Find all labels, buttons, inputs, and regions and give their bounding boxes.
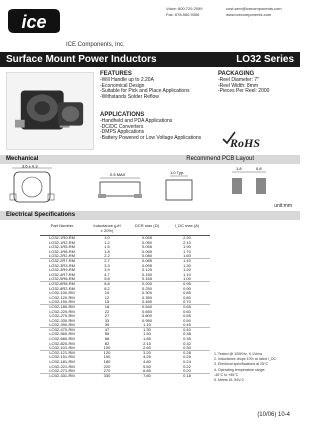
current-cell: 0.55 [183,313,191,319]
dcr-cell: 0.065 [141,248,152,254]
inductance-cell: 1.0 [104,235,110,240]
svg-text:ice: ice [21,12,47,32]
part-number-cell: LO32-1R2-RM [48,239,75,245]
dcr-cell: 1.50 [143,331,151,337]
notes-list [214,352,276,383]
dcr-cell: 2.60 [143,345,151,351]
front-view-drawing [166,176,192,200]
dcr-cell: 1.10 [143,322,151,328]
table-header [40,222,210,236]
inductance-cell: 100 [103,345,111,351]
part-number-cell: LO32-1R5-RM [48,244,75,250]
current-cell: 0.80 [183,294,191,300]
inductance-cell: 39 [104,322,110,328]
current-cell: 0.70 [183,299,191,305]
part-number-cell: LO32-271-RM [49,368,75,374]
dcr-cell: 0.800 [141,313,152,319]
inductance-cell: 1.2 [104,239,110,245]
inductance-cell: 4.7 [104,271,110,277]
side-view-drawing [98,178,142,198]
contact-info [166,6,282,18]
part-number-cell: LO32-150-RM [49,299,75,305]
part-number-cell: LO32-2R2-RM [48,253,75,259]
current-cell: 0.38 [183,331,191,337]
part-number-cell: LO32-330-RM [49,317,75,323]
note-item: -40°C to +85°C [214,372,239,377]
packaging-item: -Reel Width: 8mm [218,82,259,89]
application-item: -Handheld and PDA Applications [100,118,173,125]
current-cell: 0.65 [183,303,191,309]
dcr-cell: 4.25 [143,354,151,360]
dcr-cell: 6.85 [143,368,151,374]
current-cell: 0.45 [183,322,191,328]
dcr-cell: 2.15 [143,340,151,346]
feature-item: -Withstands Solder Reflow [100,93,159,100]
application-item: -Battery Powered or Low Voltage Applications [100,134,202,141]
part-number-cell: LO32-560-RM [49,331,75,337]
note-item: 5. Meets UL 94V-0 [214,378,244,383]
dcr-cell: 7.80 [143,372,151,378]
current-cell: 0.40 [183,326,191,332]
applications-section [100,113,201,141]
current-cell: 0.28 [183,349,191,355]
dcr-cell: 0.150 [141,271,152,277]
dcr-cell: 1.85 [143,336,151,342]
dcr-cell: 0.200 [141,280,152,286]
dim-d: 1.8 [236,166,242,171]
dcr-cell: 0.300 [141,290,152,296]
current-cell: 0.22 [183,363,191,369]
inductance-cell: 150 [103,354,111,360]
product-title: Surface Mount Power Inductors [6,54,157,65]
dcr-cell: 0.250 [141,285,152,291]
inductor-photo [6,72,94,150]
current-cell: 1.20 [183,267,191,273]
part-number-cell: LO32-680-RM [49,336,75,342]
electrical-bar [0,211,300,220]
part-number-cell: LO32-6R8-RM [48,280,75,286]
part-number-cell: LO32-390-RM [49,322,75,328]
inductance-cell: 22 [104,308,110,314]
part-number-cell: LO32-151-RM [49,354,75,360]
part-number-cell: LO32-100-RM [49,290,75,296]
mechanical-label: Mechanical [6,156,39,162]
part-number-cell: LO32-180-RM [49,303,75,309]
series-title: LO32 Series [236,54,294,65]
dcr-cell: 5.50 [143,363,151,369]
inductance-cell: 2.7 [104,257,110,263]
part-number-cell: LO32-470-RM [49,326,75,332]
current-cell: 1.30 [183,262,191,268]
website-link[interactable]: www.icecomponents.com [226,12,272,17]
inductance-cell: 3.3 [104,262,110,268]
current-cell: 1.70 [183,248,191,254]
current-cell: 0.35 [183,336,191,342]
electrical-label: Electrical Specifications [6,212,76,218]
current-cell: 2.10 [183,239,191,245]
inductance-cell: 15 [104,299,110,305]
mechanical-bar [0,155,300,164]
note-item: 3. Electrical specifications at 25°C [214,362,269,367]
voice-number: Voice: 800.729.2099 [166,6,203,11]
part-number-cell: LO32-120-RM [49,294,75,300]
inductance-cell: 10 [104,290,110,296]
dcr-cell: 0.055 [141,244,152,250]
packaging-item: -Pieces Per Reel: 2000 [218,88,270,95]
header-dcr: DCR max (Ω) [134,223,160,228]
part-number-cell: LO32-3R9-RM [48,267,75,273]
application-item: -DMPS Applications [100,129,145,136]
current-cell: 0.50 [183,317,191,323]
pcb-layout-label: Recommend PCB Layout [186,156,254,162]
features-section [100,72,190,100]
part-number-cell: LO32-121-RM [49,349,75,355]
inductance-cell: 33 [104,317,110,323]
feature-item: -Economical Design [100,82,145,89]
current-cell: 1.10 [183,271,191,277]
part-number-cell: LO32-270-RM [49,313,75,319]
applications-heading: APPLICATIONS [100,112,145,118]
header-inductance: Inductance (µH ± 20%) [93,223,121,233]
packaging-item: -Reel Diameter: 7" [218,77,259,84]
current-cell: 0.18 [183,372,191,378]
inductance-cell: 1.5 [104,244,110,250]
part-number-cell: LO32-1R8-RM [48,248,75,254]
part-number-cell: LO32-220-RM [49,308,75,314]
feature-item: -Will Handle up to 2.20A [100,77,154,84]
inductance-cell: 180 [103,359,111,365]
current-cell: 0.85 [183,290,191,296]
header-current: I_DC max (A) [174,223,200,228]
part-number-cell: LO32-331-RM [49,372,75,378]
dcr-cell: 0.085 [141,257,152,263]
inductance-cell: 82 [104,340,110,346]
dcr-cell: 0.125 [141,267,152,273]
current-cell: 0.30 [183,345,191,351]
packaging-heading: PACKAGING [218,71,255,77]
dcr-cell: 0.950 [141,317,152,323]
current-cell: 1.90 [183,244,191,250]
part-number-cell: LO32-181-RM [49,359,75,365]
inductance-cell: 5.6 [104,276,110,282]
top-view-drawing [10,168,54,202]
inductance-cell: 1.8 [104,248,110,254]
inductance-cell: 3.9 [104,267,110,273]
current-cell: 0.24 [183,359,191,365]
inductance-cell: 12 [104,294,110,300]
ice-logo [6,7,62,35]
part-number-cell: LO32-2R7-RM [48,257,75,263]
current-cell: 0.25 [183,354,191,360]
current-cell: 1.40 [183,257,191,263]
inductance-cell: 18 [104,303,110,309]
header-part: Part Number [50,223,74,228]
note-item: 2. Inductance drops 10% at rated I_DC [214,357,277,362]
dcr-cell: 0.450 [141,299,152,305]
dcr-cell: 0.050 [141,239,152,245]
dcr-cell: 0.165 [141,276,152,282]
current-cell: 1.00 [183,276,191,282]
dim-a: 2.5 MAX [110,172,126,177]
table-body [40,236,210,378]
rohs-mark: RoHS [230,136,261,150]
dcr-cell: 0.095 [141,262,152,268]
note-item: 4. Operating temperature range: [214,367,266,372]
dcr-cell: 0.080 [141,253,152,259]
dcr-cell: 4.80 [143,359,151,365]
title-bar [0,52,300,67]
dcr-cell: 0.350 [141,294,152,300]
note-item: 1. Tested @ 100KHz, 0.1Vrms [214,352,263,356]
part-number-cell: LO32-1R0-RM [48,235,75,240]
current-cell: 0.60 [183,308,191,314]
page-footer: (10/06) 10-4 [257,412,290,418]
part-number-cell: LO32-5R6-RM [48,276,75,282]
current-cell: 0.32 [183,340,191,346]
inductance-cell: 8.2 [104,285,110,291]
dcr-cell: 3.20 [143,349,151,355]
pcb-layout-drawing [232,172,266,194]
dcr-cell: 0.540 [141,303,152,309]
packaging-section [218,72,269,95]
inductance-cell: 47 [104,326,110,332]
part-number-cell: LO32-8R2-RM [48,285,75,291]
inductance-cell: 330 [103,372,111,378]
dcr-cell: 0.650 [141,308,152,314]
dcr-cell: 1.30 [143,326,151,332]
table-row [40,374,210,379]
inductance-cell: 270 [103,368,111,374]
feature-item: -Suitable for Pick and Place Applications [100,88,190,95]
part-number-cell: LO32-221-RM [49,363,75,369]
inductance-cell: 120 [103,349,111,355]
inductance-cell: 2.2 [104,253,110,259]
inductance-cell: 56 [104,331,110,337]
dim-c: 1.0 Typ. [170,170,185,175]
spec-table [40,222,210,378]
company-name: ICE Components, Inc. [66,42,125,48]
current-cell: 0.20 [183,368,191,374]
dcr-cell: 0.045 [141,235,152,240]
current-cell: 1.60 [183,253,191,259]
mechanical-drawing [0,164,300,210]
part-number-cell: LO32-820-RM [49,340,75,346]
part-number-cell: LO32-101-RM [49,345,75,351]
inductance-cell: 220 [103,363,111,369]
inductance-cell: 68 [104,336,110,342]
inductance-cell: 27 [104,313,110,319]
current-cell: 0.95 [183,280,191,286]
current-cell: 0.90 [183,285,191,291]
dim-b: 3.6 ± 0.3 [22,164,38,169]
part-number-cell: LO32-4R7-RM [48,271,75,277]
dim-e: 0.8 [256,166,262,171]
current-cell: 2.20 [183,235,191,240]
inductance-cell: 6.8 [104,280,110,286]
unit-label: unit:mm [274,203,292,209]
part-number-cell: LO32-3R3-RM [48,262,75,268]
fax-number: Fax: 678.560.9306 [166,12,200,17]
email-link[interactable]: cust.serv@icecomponents.com [226,6,282,11]
application-item: -DC/DC Converters [100,123,144,130]
features-heading: FEATURES [100,71,132,77]
